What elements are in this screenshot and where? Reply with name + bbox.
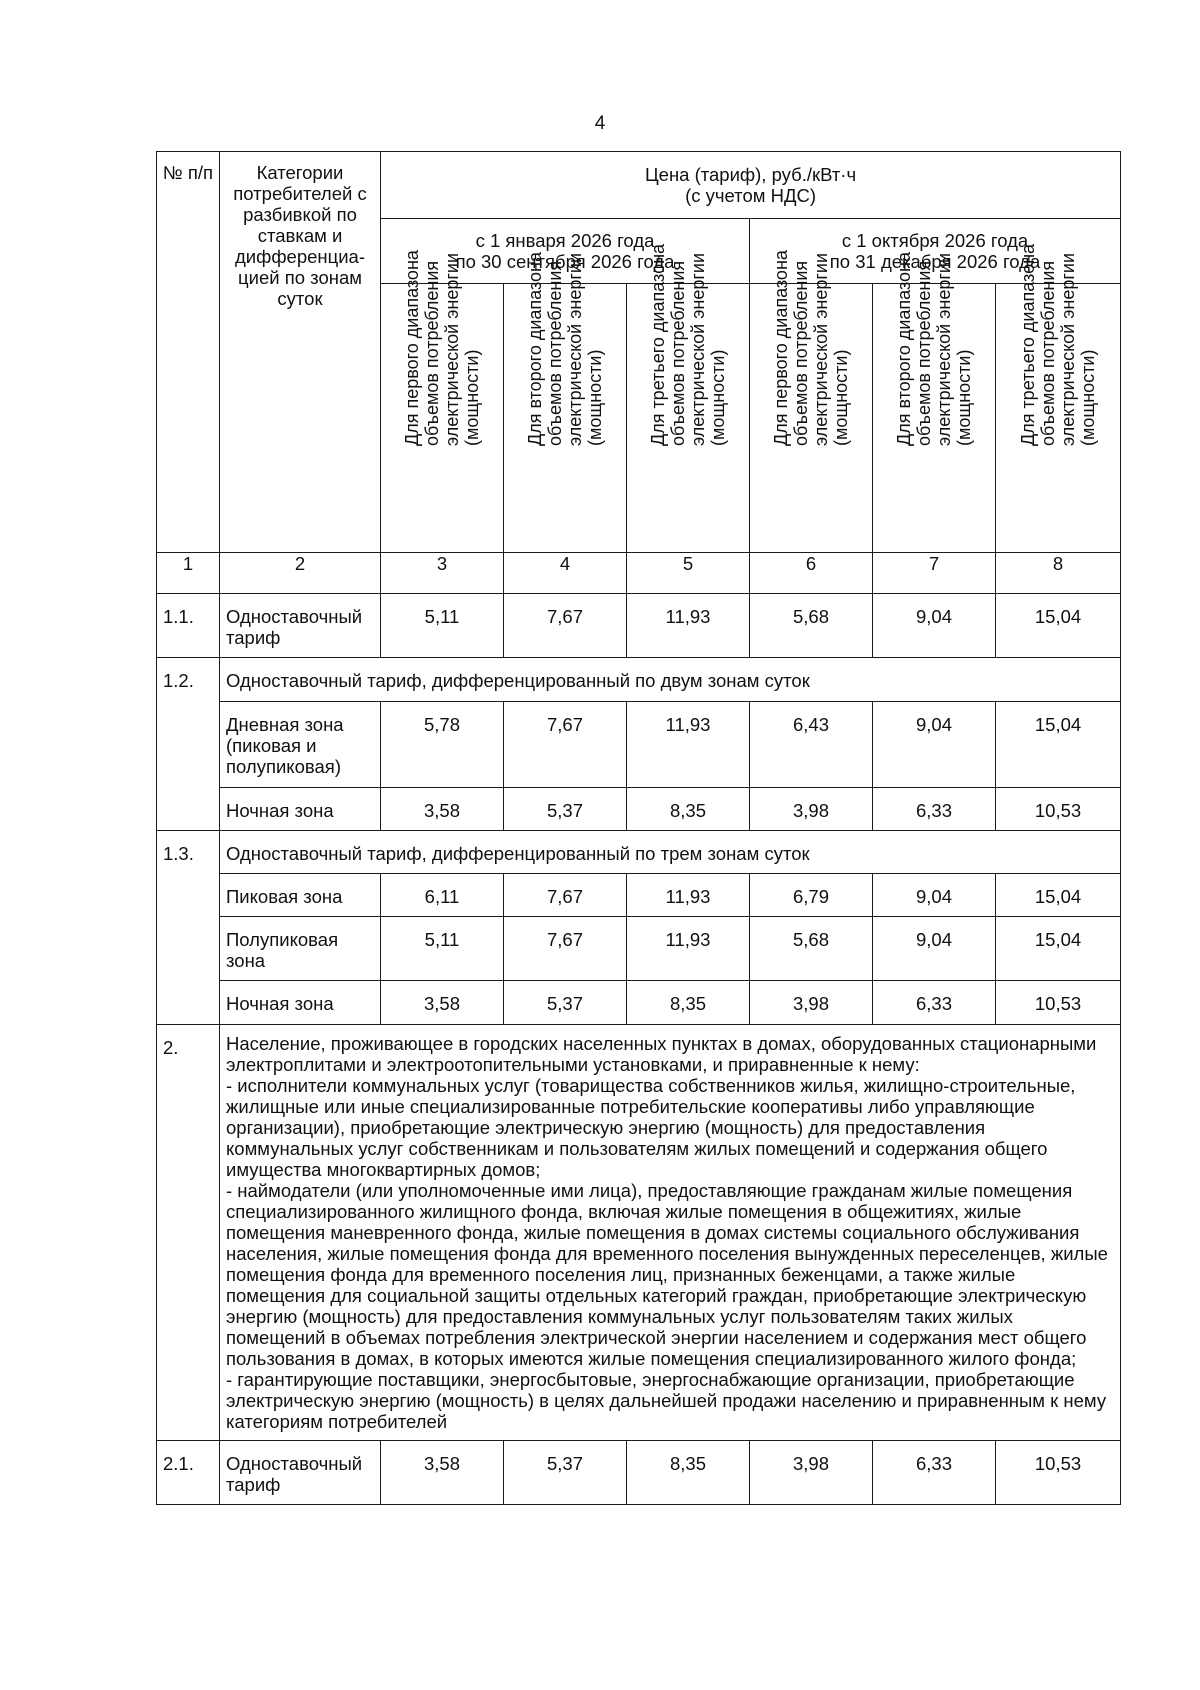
range-header: Для третьего диапазона объемов потребления электрической энергии (мощности)	[996, 284, 1121, 553]
row-label: Ночная зона	[220, 788, 381, 831]
table-row	[157, 831, 1121, 874]
category-description	[220, 1025, 1121, 1441]
table-row	[157, 981, 1121, 1025]
tariff-value: 11,93	[627, 917, 750, 981]
header-num: № п/п	[157, 152, 220, 553]
tariff-value: 9,04	[873, 702, 996, 788]
table-row	[157, 917, 1121, 981]
tariff-value: 6,33	[873, 788, 996, 831]
tariff-value: 3,98	[750, 788, 873, 831]
range-header: Для второго диапазона объемов потребления электрической энергии (мощности)	[504, 284, 627, 553]
tariff-value: 10,53	[996, 788, 1121, 831]
tariff-value: 5,68	[750, 594, 873, 658]
tariff-value: 3,98	[750, 1441, 873, 1505]
tariff-value: 15,04	[996, 594, 1121, 658]
row-label: Одноставочный тариф	[220, 1441, 381, 1505]
row-label: Одноставочный тариф	[220, 594, 381, 658]
range-header: Для первого диапазона объемов потребления электрической энергии (мощности)	[750, 284, 873, 553]
tariff-value: 5,37	[504, 1441, 627, 1505]
tariff-value: 6,79	[750, 874, 873, 917]
row-label: Дневная зона (пиковая и полупиковая)	[220, 702, 381, 788]
column-index: 2	[220, 553, 381, 594]
table-row	[157, 1025, 1121, 1441]
tariff-value: 11,93	[627, 874, 750, 917]
column-index: 8	[996, 553, 1121, 594]
period-1-start: с 1 января 2026 года	[475, 230, 655, 251]
table-row	[157, 702, 1121, 788]
tariff-value: 7,67	[504, 874, 627, 917]
tariff-value: 5,37	[504, 981, 627, 1025]
tariff-value: 5,37	[504, 788, 627, 831]
tariff-value: 10,53	[996, 1441, 1121, 1505]
table-row	[157, 658, 1121, 702]
tariff-value: 3,98	[750, 981, 873, 1025]
description-paragraph: - наймодатели (или уполномоченные ими лица), предоставляющие гражданам жилые помещения специализированного жилищного фонда, включая жилые помещения в общежитиях, жилые помещения маневренного фонда, жилые помещения в домах системы социального обслуживания населения, жилые помещения фонда для временного поселения вынужденных переселенцев, жилые помещения фонда для временного поселения лиц, признанных беженцами, а также жилые помещения для социальной защиты отдельных категорий граждан, приобретающие электрическую энергию (мощность) для предоставления коммунальных услуг пользователям таких жилых помещений в объемах потребления электрической энергии населением и содержания мест общего пользования в домах, в которых имеются жилые помещения специализированного жилого фонда;	[226, 1180, 1108, 1369]
tariff-value: 7,67	[504, 594, 627, 658]
row-label: Пиковая зона	[220, 874, 381, 917]
table-row	[157, 874, 1121, 917]
column-index: 3	[381, 553, 504, 594]
header-price-note: (с учетом НДС)	[685, 185, 816, 206]
tariff-value: 5,11	[381, 594, 504, 658]
header-price-title: Цена (тариф), руб./кВт·ч	[644, 164, 857, 185]
section-label: Одноставочный тариф, дифференцированный по трем зонам суток	[220, 831, 1121, 874]
header-row-1	[157, 152, 1121, 219]
row-number: 1.1.	[157, 594, 220, 658]
description-paragraph: Население, проживающее в городских населенных пунктах в домах, оборудованных стационарными электроплитами и электроотопительными установками, и приравненные к нему:	[226, 1033, 1097, 1075]
tariff-value: 11,93	[627, 702, 750, 788]
column-index: 7	[873, 553, 996, 594]
column-index: 1	[157, 553, 220, 594]
tariff-value: 11,93	[627, 594, 750, 658]
tariff-value: 7,67	[504, 917, 627, 981]
tariff-value: 3,58	[381, 981, 504, 1025]
table-row	[157, 788, 1121, 831]
row-number: 1.3.	[157, 831, 220, 1025]
tariff-value: 7,67	[504, 702, 627, 788]
range-header: Для второго диапазона объемов потребления электрической энергии (мощности)	[873, 284, 996, 553]
tariff-value: 10,53	[996, 981, 1121, 1025]
column-index: 6	[750, 553, 873, 594]
tariff-value: 6,33	[873, 1441, 996, 1505]
tariff-value: 5,11	[381, 917, 504, 981]
tariff-value: 3,58	[381, 1441, 504, 1505]
description-paragraph: - гарантирующие поставщики, энергосбытовые, энергоснабжающие организации, приобретающие электрическую энергию (мощность) в целях дальнейшей продажи населению и приравненным к нему категориям потребителей	[226, 1369, 1107, 1432]
header-price	[381, 152, 1121, 219]
period-2-end: по 31 декабря 2026 года	[829, 251, 1041, 272]
description-paragraph: - исполнители коммунальных услуг (товарищества собственников жилья, жилищно-строительные, жилищные или иные специализированные потребительские кооперативы либо управляющие организации), приобретающие электрическую энергию (мощность) для предоставления коммунальных услуг собственникам и пользователям жилых помещений и содержания общего имущества многоквартирных домов;	[226, 1075, 1076, 1180]
header-category: Категории потребителей с разбивкой по ставкам и дифференциа-цией по зонам суток	[220, 152, 381, 553]
tariff-value: 9,04	[873, 874, 996, 917]
row-label: Ночная зона	[220, 981, 381, 1025]
tariff-value: 15,04	[996, 702, 1121, 788]
row-number: 2.1.	[157, 1441, 220, 1505]
tariff-value: 3,58	[381, 788, 504, 831]
range-header: Для первого диапазона объемов потребления электрической энергии (мощности)	[381, 284, 504, 553]
page-number: 4	[594, 113, 606, 134]
tariff-value: 9,04	[873, 594, 996, 658]
tariff-value: 15,04	[996, 874, 1121, 917]
tariff-value: 8,35	[627, 788, 750, 831]
period-2-start: с 1 октября 2026 года	[841, 230, 1029, 251]
tariff-value: 9,04	[873, 917, 996, 981]
section-label: Одноставочный тариф, дифференцированный по двум зонам суток	[220, 658, 1121, 702]
period-1-end: по 30 сентября 2026 года	[455, 251, 675, 272]
range-header: Для третьего диапазона объемов потребления электрической энергии (мощности)	[627, 284, 750, 553]
column-index-row	[157, 553, 1121, 594]
row-label: Полупиковая зона	[220, 917, 381, 981]
tariff-value: 5,78	[381, 702, 504, 788]
row-number: 1.2.	[157, 658, 220, 831]
tariff-value: 8,35	[627, 981, 750, 1025]
row-number: 2.	[157, 1025, 220, 1441]
tariff-value: 5,68	[750, 917, 873, 981]
tariff-value: 15,04	[996, 917, 1121, 981]
tariff-value: 8,35	[627, 1441, 750, 1505]
tariff-value: 6,11	[381, 874, 504, 917]
tariff-value: 6,33	[873, 981, 996, 1025]
tariff-table	[156, 151, 1121, 1505]
table-row	[157, 1441, 1121, 1505]
column-index: 5	[627, 553, 750, 594]
tariff-value: 6,43	[750, 702, 873, 788]
table-row	[157, 594, 1121, 658]
column-index: 4	[504, 553, 627, 594]
